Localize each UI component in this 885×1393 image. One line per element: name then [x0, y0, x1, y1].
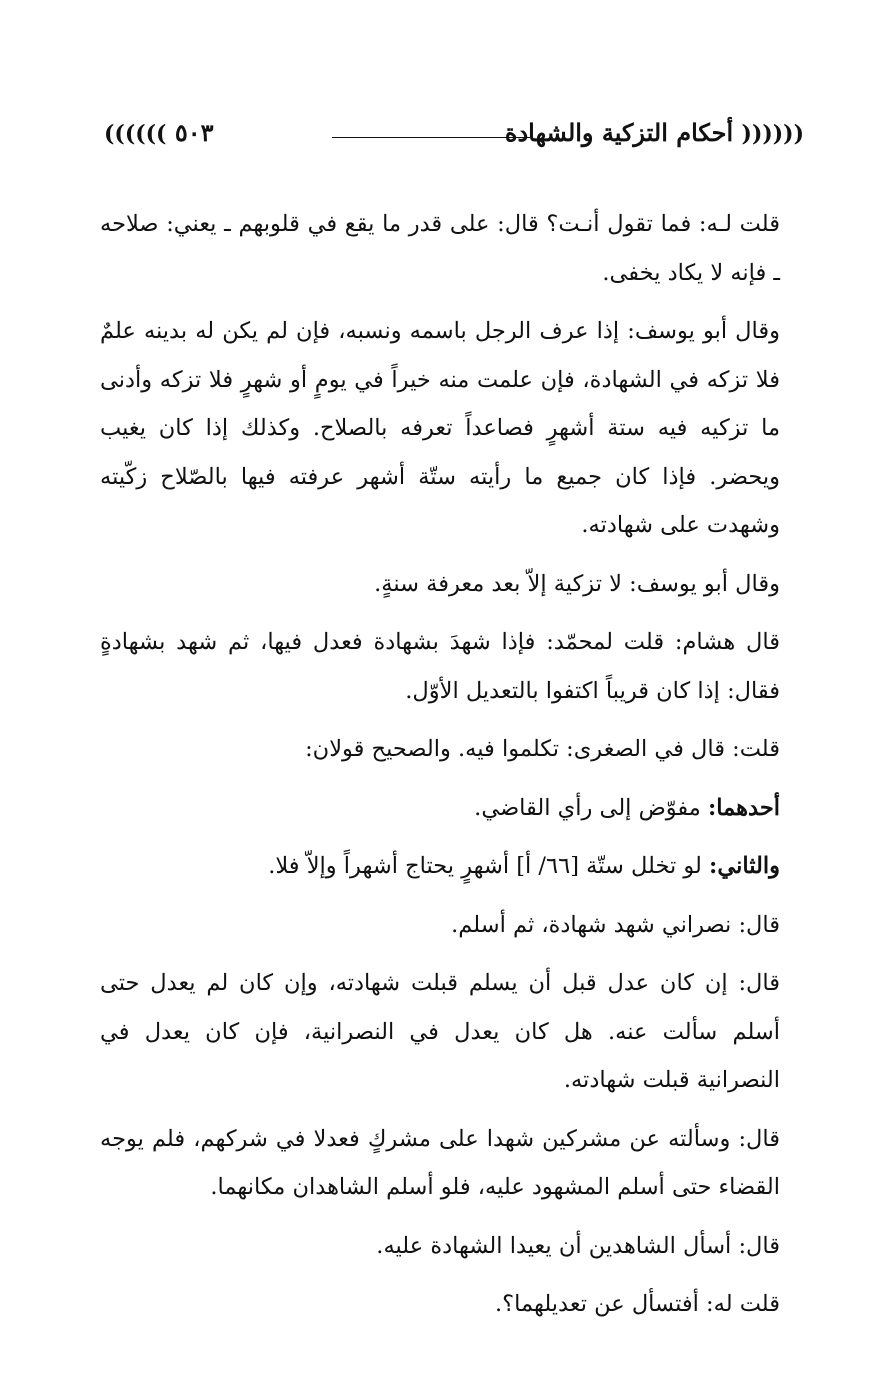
- term-label: أحدهما:: [707, 794, 780, 821]
- paragraph: قلت له: أفتسأل عن تعديلهما؟.: [495, 1291, 780, 1317]
- paragraph: [100, 842, 816, 891]
- page-number: ٥٠٣: [174, 118, 214, 147]
- page-header: [100, 112, 812, 152]
- paragraph: قال هشام: قلت لمحمّد: فإذا شهدَ بشهادة فعدل فيها، ثم شهد بشهادةٍ فقال: إذا كان قريباً اكتفوا بالتعديل الأوّل.: [100, 629, 780, 704]
- paragraph: وقال أبو يوسف: لا تزكية إلاّ بعد معرفة سنةٍ.: [374, 570, 780, 597]
- header-rule: [332, 137, 530, 138]
- paragraph: وقال أبو يوسف: إذا عرف الرجل باسمه ونسبه، فإن لم يكن له بدينه علمٌ فلا تزكه في الشهادة، فإن علمت منه خيراً في يومٍ أو شهرٍ فلا تزكه وأدنى ما تزكيه فيه ستة أشهرٍ فصاعداً تعرفه بالصلاح. وكذلك إذا كان يغيب ويحضر. فإذا كان جميع ما رأيته ستّة أشهر عرفته فيها بالصّلاح زكّيته وشهدت على شهادته.: [100, 318, 780, 538]
- book-title: أحكام التزكية والشهادة: [504, 118, 734, 147]
- paragraph: قال: وسألته عن مشركين شهدا على مشركٍ فعدلا في شركهم، فلم يوجه القضاء حتى أسلم المشهود عليه، فلو أسلم الشاهدان مكانهما.: [100, 1125, 780, 1200]
- paragraph: [100, 784, 816, 833]
- body-text: [100, 200, 816, 1339]
- paragraph: قلت: قال في الصغرى: تكلموا فيه. والصحيح قولان:: [305, 736, 780, 762]
- term-label: والثاني:: [709, 853, 780, 879]
- term-text: لو تخلل ستّة [٦٦/ أ] أشهرٍ يحتاج أشهراً وإلاّ فلا.: [268, 853, 710, 879]
- running-title: [505, 118, 804, 147]
- ornament-right-icon: ((((((: [741, 121, 804, 147]
- page-number-block: [104, 118, 214, 147]
- paragraph: قلت لـه: فما تقول أنـت؟ قال: على قدر ما يقع في قلوبهم ـ يعني: صلاحه ـ فإنه لا يكاد يخفى.: [100, 211, 780, 286]
- ornament-left-icon: )))))): [104, 121, 167, 147]
- term-text: مفوّض إلى رأي القاضي.: [474, 794, 708, 821]
- paragraph: قال: أسأل الشاهدين أن يعيدا الشهادة عليه.: [376, 1232, 780, 1259]
- paragraph: قال: نصراني شهد شهادة، ثم أسلم.: [451, 911, 780, 938]
- paragraph: قال: إن كان عدل قبل أن يسلم قبلت شهادته، وإن كان لم يعدل حتى أسلم سألت عنه. هل كان يعدل في النصرانية، فإن كان يعدل في النصرانية قبلت شهادته.: [100, 970, 780, 1093]
